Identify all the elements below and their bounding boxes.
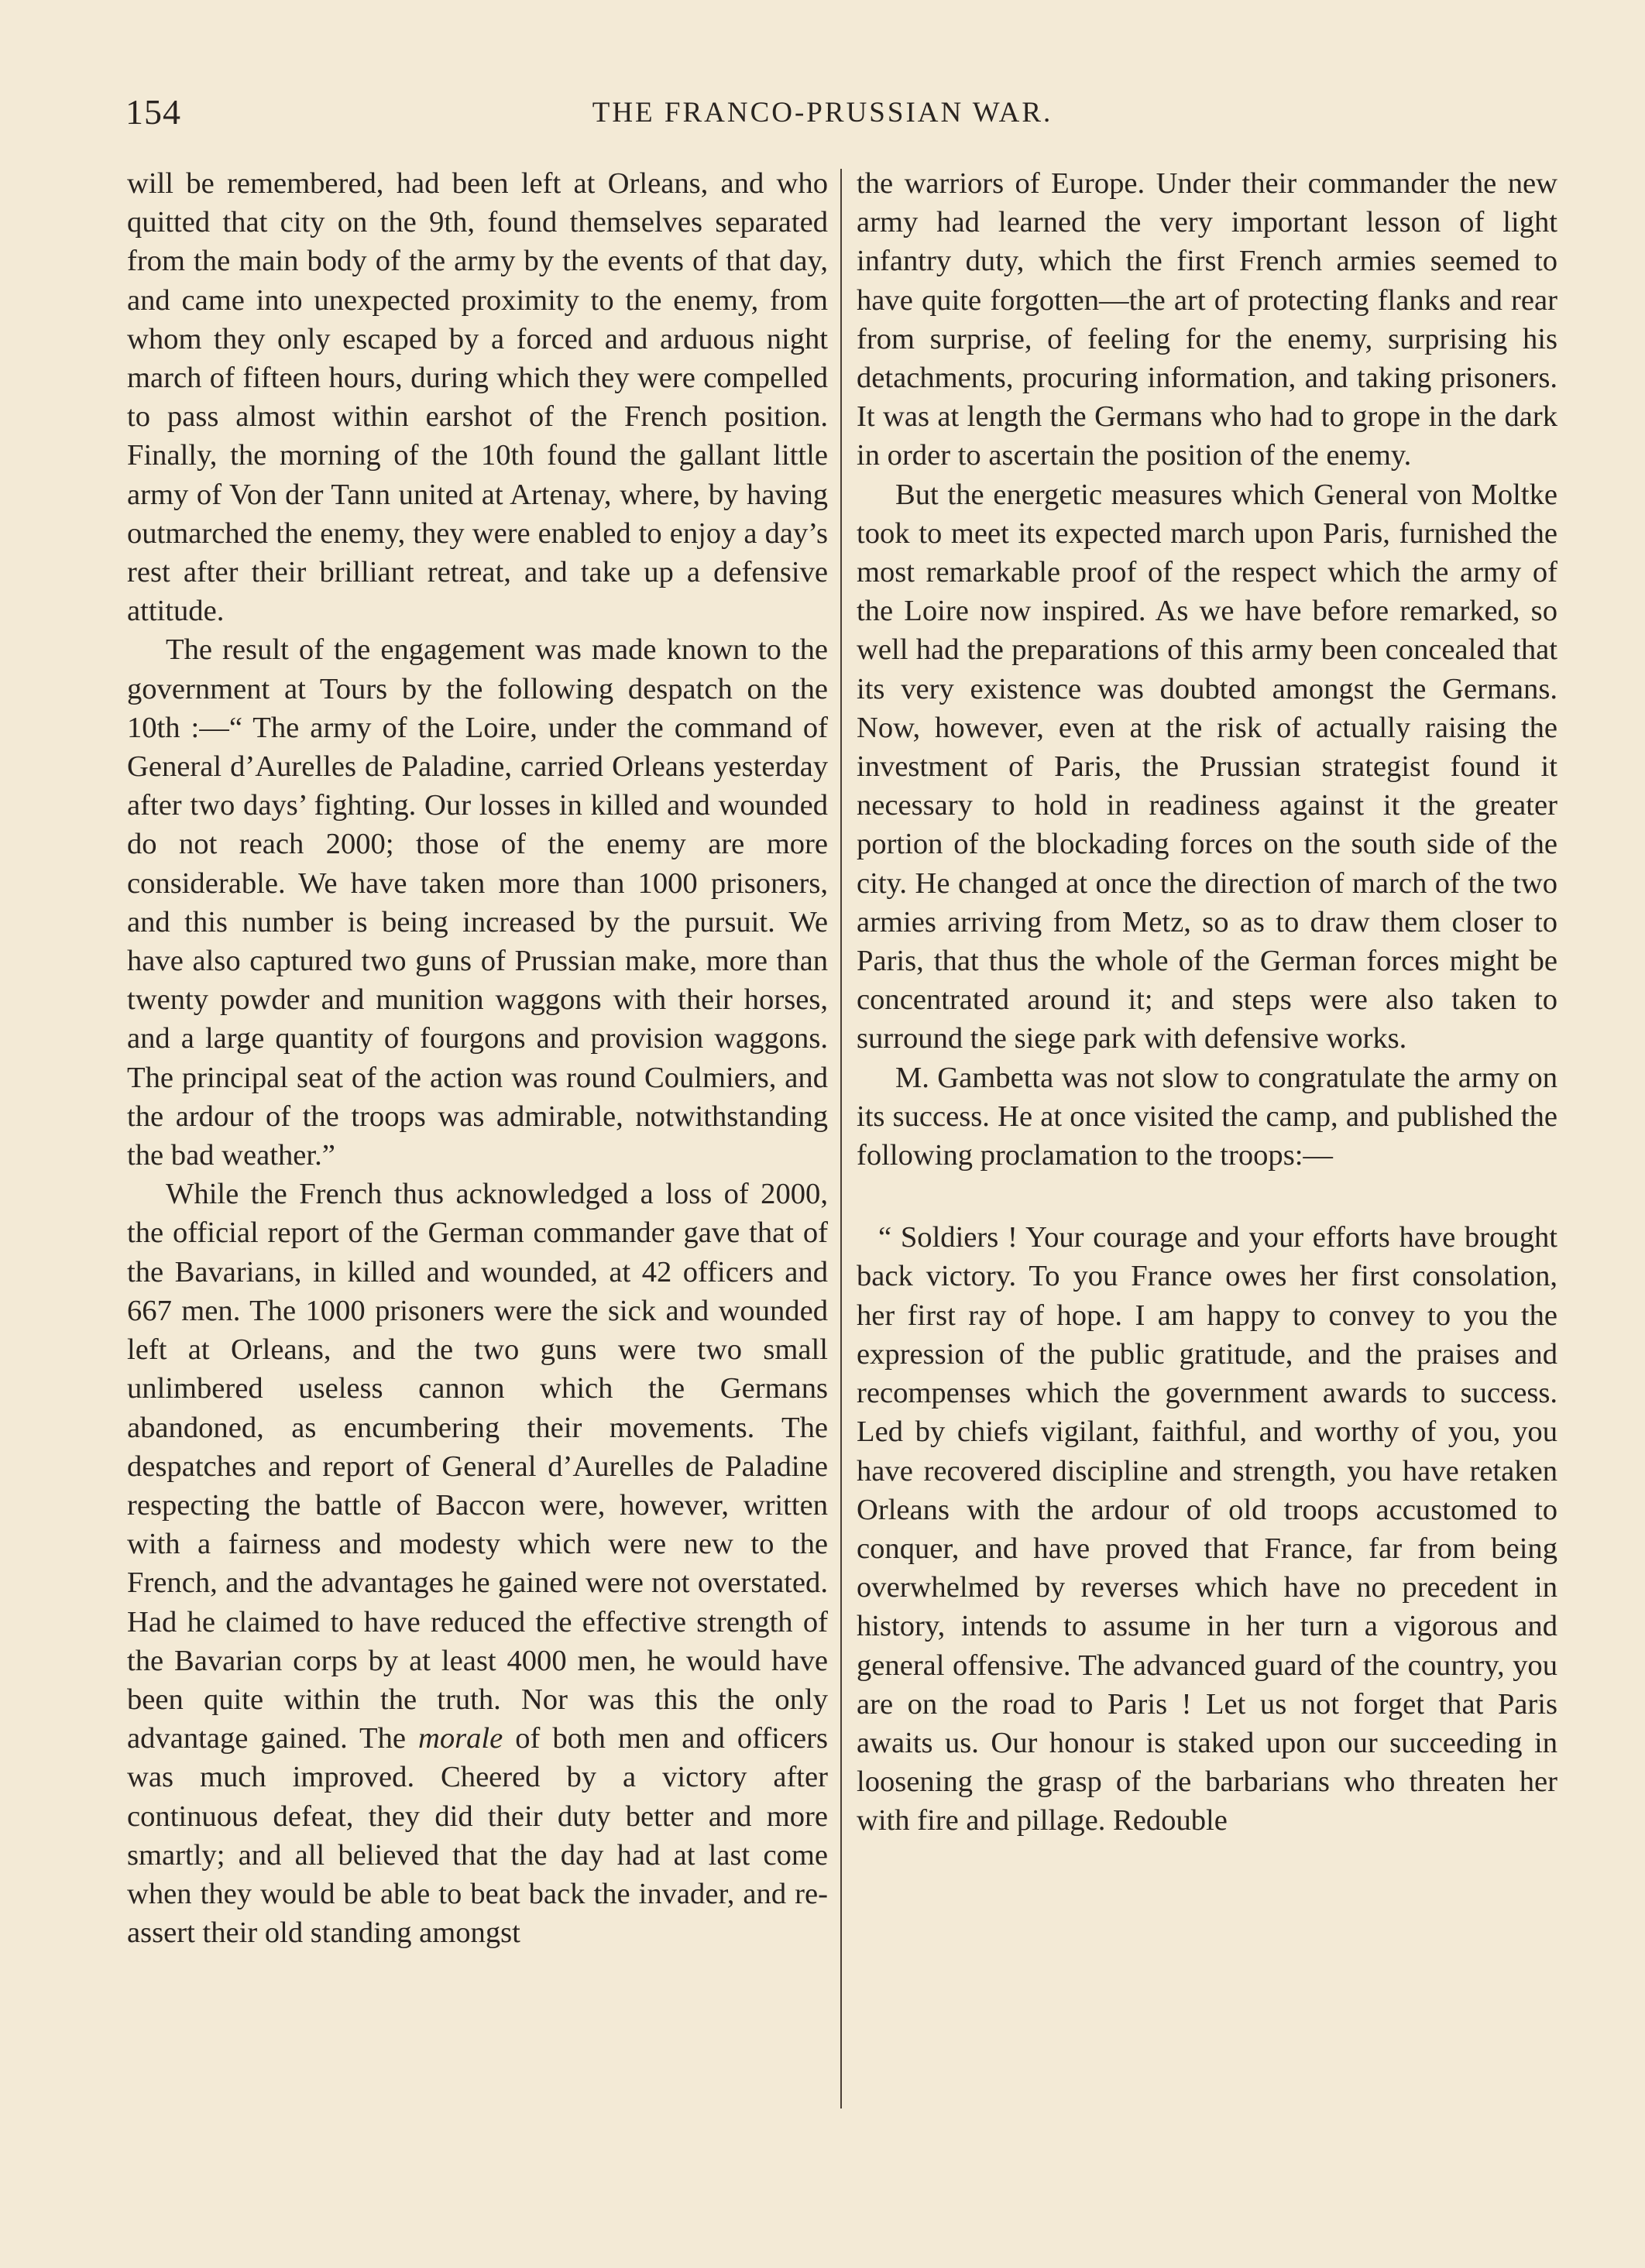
left-paragraph-3-text-a: While the French thus acknowledged a loss of 2000, the official report of the German commander gave that of the Bavarians, in killed and wounded, at 42 officers and 667 men. The 1000 prisoners were the sick and wounded left at Orleans, and the two guns were two small unlimbered useless cannon which the Germans abandoned, as encumbering their movements. The despatches and report of General d’Aurelles de Paladine respecting the battle of Baccon were, however, written with a fairness and modesty which were new to the French, and the advantages he gained were not overstated. Had he claimed to have reduced the effective strength of the Bavarian corps by at least 4000 men, he would have been quite within the truth. Nor was this the only advantage gained. The (127, 1178, 828, 1755)
column-divider (840, 169, 842, 2108)
right-paragraph-3: M. Gambetta was not slow to congratulate the army on its success. He at once visited the camp, and published the following proclamation to the troops:— (857, 1061, 1557, 1172)
right-paragraph-1: the warriors of Europe. Under their commander the new army had learned the very important lesson of light infantry duty, which the first French armies seemed to have quite forgotten—the art of protecting flanks and rear from surprise, of feeling for the enemy, surprising his detachments, procuring information, and taking prisoners. It was at length the Germans who had to grope in the dark in order to ascertain the position of the enemy. (857, 167, 1557, 472)
left-paragraph-3-text-b: of both men and officers was much improved. Cheered by a victory after continuous defeat, they did their duty better and more smartly; and all believed that the day had at last come when they would be able to beat back the invader, and re-assert their old standing amongst (127, 1722, 828, 1950)
left-paragraph-2: The result of the engagement was made known to the government at Tours by the following despatch on the 10th :—“ The army of the Loire, under the command of General d’Aurelles de Paladine, carried Orleans yesterday after two days’ fighting. Our losses in killed and wounded do not reach 2000; those of the enemy are more considerable. We have taken more than 1000 prisoners, and this number is being increased by the pursuit. We have also captured two guns of Prussian make, more than twenty powder and munition waggons with their horses, and a large quantity of fourgons and provision waggons. The principal seat of the action was round Coulmiers, and the ardour of the troops was admirable, notwithstanding the bad weather.” (127, 633, 828, 1172)
proclamation-quote: “ Soldiers ! Your courage and your efforts have brought back victory. To you France owes her first consolation, her first ray of hope. I am happy to convey to you the expression of the public gratitude, and the praises and recompenses which the government awards to success. Led by chiefs vigilant, faithful, and worthy of you, you have recovered discipline and strength, you have retaken Orleans with the ardour of old troops accustomed to conquer, and have proved that France, far from being overwhelmed by reverses which have no precedent in history, intends to assume in her turn a vigorous and general offensive. The advanced guard of the country, you are on the road to Paris ! Let us not forget that Paris awaits us. Our honour is staked upon our succeeding in loosening the grasp of the barbarians who threaten her with fire and pillage. Redouble (857, 1221, 1557, 1837)
left-column (127, 164, 828, 1952)
running-title: THE FRANCO-PRUSSIAN WAR. (592, 97, 1053, 129)
right-paragraph-2: But the energetic measures which General von Moltke took to meet its expected march upon Paris, furnished the most remarkable proof of the respect which the army of the Loire now inspired. As we have before remarked, so well had the preparations of this army been concealed that its very existence was doubted amongst the Germans. Now, however, even at the risk of actually raising the investment of Paris, the Prussian strategist found it necessary to hold in readiness against it the greater portion of the blockading forces on the south side of the city. He changed at once the direction of march of the two armies arriving from Metz, so as to draw them closer to Paris, that thus the whole of the German forces might be concentrated around it; and steps were also taken to surround the siege park with defensive works. (857, 478, 1557, 1055)
left-paragraph-1: will be remembered, had been left at Orleans, and who quitted that city on the 9th, found themselves separated from the main body of the army by the events of that day, and came into unexpected proximity to the enemy, from whom they only escaped by a forced and arduous night march of fifteen hours, during which they were compelled to pass almost within earshot of the French position. Finally, the morning of the 10th found the gallant little army of Von der Tann united at Artenay, where, by having outmarched the enemy, they were enabled to enjoy a day’s rest after their brilliant retreat, and take up a defensive attitude. (127, 167, 828, 628)
right-column (857, 164, 1557, 1841)
page-number: 154 (125, 92, 181, 132)
italic-morale: morale (417, 1722, 503, 1755)
left-paragraph-3 (127, 1175, 828, 1952)
